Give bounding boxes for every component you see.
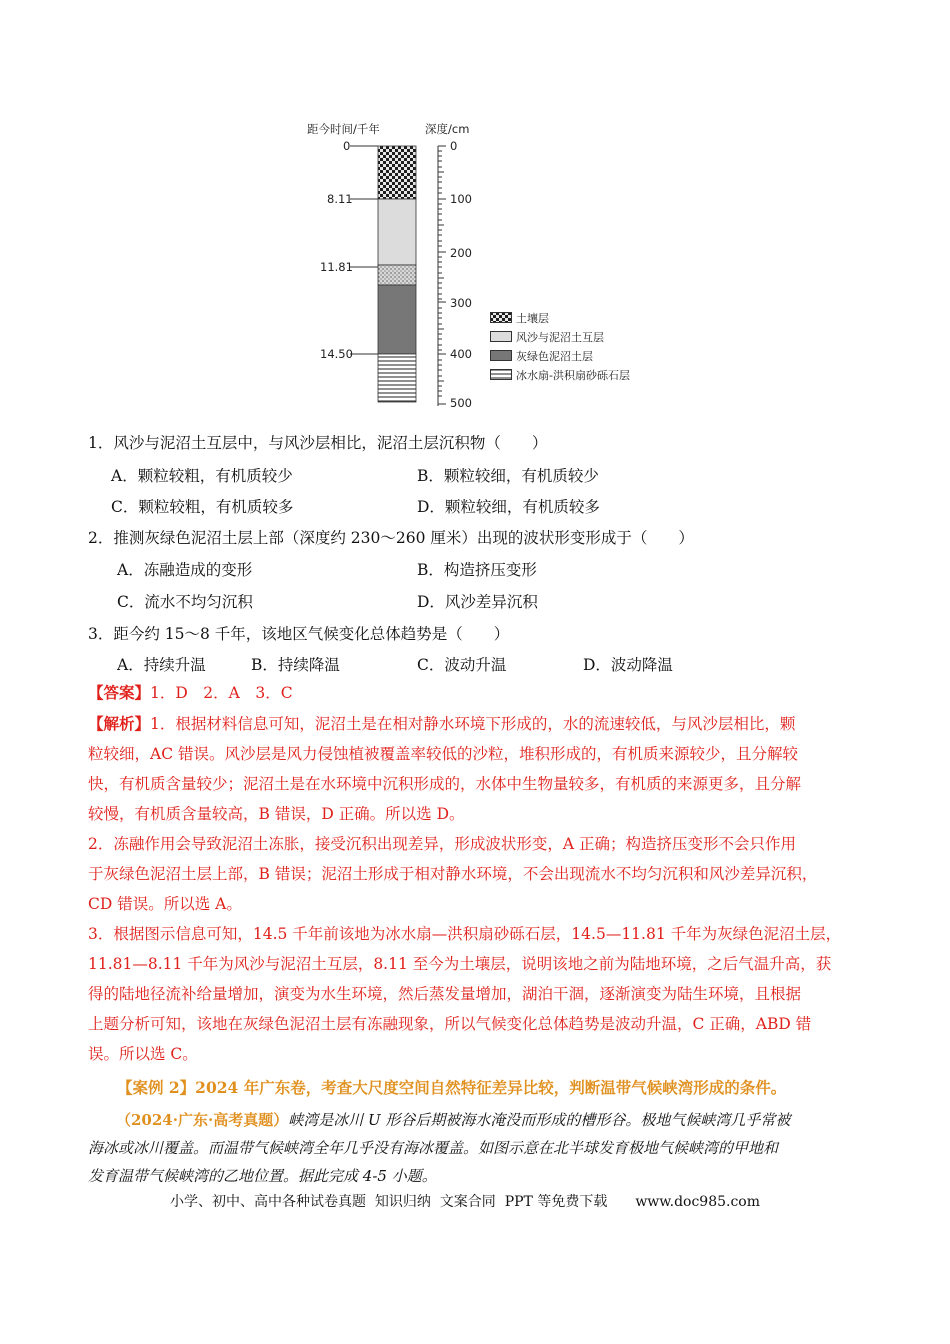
page-footer: 小学、初中、高中各种试卷真题 知识归纳 文案合同 PPT 等免费下载 www.doc985.com: [170, 1194, 761, 1210]
legend-item: [490, 308, 630, 327]
answer-label: 【答案】: [88, 683, 151, 702]
depth-tick-label: 300: [450, 296, 472, 310]
legend-item: [490, 346, 630, 365]
intro-line: 海冰或冰川覆盖。而温带气候峡湾全年几乎没有海冰覆盖。如图示意在北半球发育极地气候峡湾的甲地和: [88, 1139, 779, 1157]
analysis-line: 得的陆地径流补给量增加，演变为水生环境，然后蒸发量增加，湖泊干涸，逐渐演变为陆生环境，且根据: [88, 985, 802, 1003]
question-2-stem: 2．推测灰绿色泥沼土层上部（深度约 230～260 厘米）出现的波状形变形成于（ ）: [88, 529, 694, 547]
figure-legend: [490, 308, 630, 384]
question-3-option: C．波动升温: [417, 656, 507, 674]
question-3-option: D．波动降温: [583, 656, 673, 674]
analysis-line: 于灰绿色泥沼土层上部，B 错误；泥沼土形成于相对静水环境，不会出现流水不均匀沉积和风沙差异沉积，: [88, 865, 818, 883]
question-1-option: B．颗粒较细，有机质较少: [417, 467, 599, 485]
answer-text: 1．D 2．A 3．C: [150, 684, 293, 702]
depth-tick-label: 100: [450, 192, 472, 206]
analysis-line: 11.81—8.11 千年为风沙与泥沼土互层，8.11 至今为土壤层，说明该地之前为陆地环境，之后气温升高，获: [88, 955, 832, 973]
analysis-line: 快，有机质含量较少；泥沼土是在水环境中沉积形成的，水体中生物量较多，有机质的来源更多，且分解: [88, 775, 802, 793]
question-2-option: B．构造挤压变形: [417, 561, 537, 579]
legend-item: [490, 327, 630, 346]
time-tick-label: 11.81: [320, 260, 353, 274]
intro-source: （2024·广东·高考真题）: [116, 1111, 289, 1129]
depth-tick-label: 400: [450, 347, 472, 361]
analysis-line: 粒较细，AC 错误。风沙层是风力侵蚀植被覆盖率较低的沙粒，堆积形成的，有机质来源较少，且分解较: [88, 745, 798, 763]
depth-minor-ticks: [438, 146, 446, 404]
depth-tick-label: 0: [450, 139, 458, 153]
question-2-option: D．风沙差异沉积: [417, 593, 538, 611]
soil-layer: [378, 146, 416, 199]
depth-tick-label: 200: [450, 246, 472, 260]
question-2-option: A．冻融造成的变形: [117, 561, 253, 579]
analysis-line: 3．根据图示信息可知，14.5 千年前该地为冰水扇—洪积扇砂砾石层，14.5—11.81 千年为灰绿色泥沼土层，: [88, 925, 842, 943]
analysis-line: 较慢，有机质含量较高，B 错误，D 正确。所以选 D。: [88, 805, 465, 823]
question-2-option: C．流水不均匀沉积: [117, 593, 253, 611]
grey-green-swamp-layer: [378, 285, 416, 354]
analysis-line: 误。所以选 C。: [88, 1045, 198, 1063]
question-1-option: C．颗粒较粗，有机质较多: [111, 498, 294, 516]
depth-axis-title: 深度/cm: [425, 122, 470, 136]
gravel-swatch-icon: [490, 369, 512, 380]
gravel-layer: [378, 354, 416, 402]
intro-line: 发育温带气候峡湾的乙地位置。据此完成 4-5 小题。: [88, 1167, 437, 1185]
legend-label: 风沙与泥沼土互层: [516, 330, 604, 344]
legend-label: 灰绿色泥沼土层: [516, 349, 593, 363]
intro-paragraph: [88, 1106, 878, 1190]
question-3-option: A．持续升温: [117, 656, 206, 674]
depth-tick-label: 500: [450, 396, 472, 410]
analysis-line: 【解析】1．根据材料信息可知，泥沼土是在相对静水环境下形成的，水的流速较低，与风沙层相比，颗: [88, 714, 796, 733]
legend-label: 冰水扇-洪积扇砂砾石层: [516, 368, 630, 382]
answer-block: [88, 678, 293, 708]
time-tick-label: 0: [343, 139, 351, 153]
legend-item: [490, 365, 630, 384]
question-3-stem: 3．距今约 15～8 千年，该地区气候变化总体趋势是（ ）: [88, 625, 510, 643]
grey-green-swatch-icon: [490, 350, 512, 361]
question-1-option: A．颗粒较粗，有机质较少: [111, 467, 293, 485]
legend-label: 土壤层: [516, 311, 549, 325]
question-1-option: D．颗粒较细，有机质较多: [417, 498, 600, 516]
deformation-zone: [378, 265, 416, 285]
analysis-line: 上题分析可知，该地在灰绿色泥沼土层有冻融现象，所以气候变化总体趋势是波动升温，C 正确，ABD 错: [88, 1015, 812, 1033]
soil-swatch-icon: [490, 312, 512, 323]
time-tick-label: 8.11: [327, 192, 353, 206]
strata-column: [350, 140, 450, 410]
case-heading: 【案例 2】2024 年广东卷，考查大尺度空间自然特征差异比较，判断温带气候峡湾形成的条件。: [117, 1078, 787, 1097]
question-3-option: B．持续降温: [251, 656, 340, 674]
intro-line: （2024·广东·高考真题）峡湾是冰川 U 形谷后期被海水淹没而形成的槽形谷。极地气候峡湾几乎常被: [116, 1111, 791, 1129]
sand-swamp-swatch-icon: [490, 331, 512, 342]
analysis-line: CD 错误。所以选 A。: [88, 895, 242, 913]
analysis-block: [88, 709, 878, 1069]
time-axis-title: 距今时间/千年: [307, 122, 380, 136]
question-1-stem: 1．风沙与泥沼土互层中，与风沙层相比，泥沼土层沉积物（ ）: [88, 434, 548, 452]
sand-swamp-interlayer: [378, 199, 416, 265]
analysis-line: 2．冻融作用会导致泥沼土冻胀，接受沉积出现差异，形成波状形变，A 正确；构造挤压变形不会只作用: [88, 835, 796, 853]
time-tick-label: 14.50: [320, 347, 353, 361]
analysis-label: 【解析】: [88, 714, 151, 733]
